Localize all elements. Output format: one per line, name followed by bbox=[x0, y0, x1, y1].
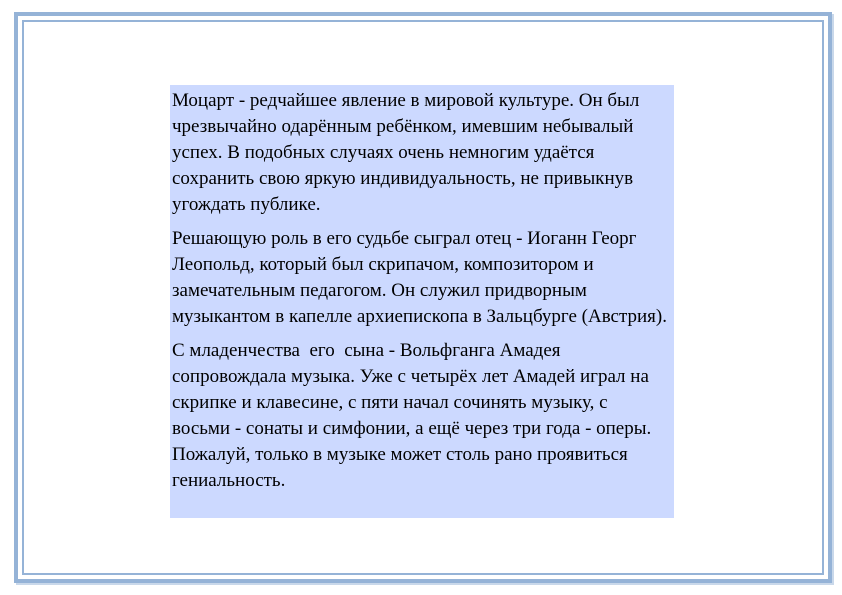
paragraph-father: Решающую роль в его судьбе сыграл отец - Иоганн Георг Леопольд, который был скрипачом, композитором и замечательным педагогом. Он служил придворным музыкантом в капелле архиепископа в Зальцбурге (Австрия). bbox=[172, 228, 668, 327]
paragraph-intro: Моцарт - редчайшее явление в мировой культуре. Он был чрезвычайно одарённым ребёнком, имевшим небывалый успех. В подобных случаях очень немногим удаётся сохранить свою яркую индивидуальность, не привыкнув угождать публике. bbox=[172, 90, 645, 215]
text-box bbox=[170, 85, 674, 518]
paragraph-childhood: С младенчества его сына - Вольфганга Амадея сопровождала музыка. Уже с четырёх лет Амадей играл на скрипке и клавесине, с пяти начал сочинять музыку, с восьми - сонаты и симфонии, а ещё через три года - оперы. Пожалуй, только в музыке может столь рано проявиться гениальность. bbox=[172, 340, 657, 491]
